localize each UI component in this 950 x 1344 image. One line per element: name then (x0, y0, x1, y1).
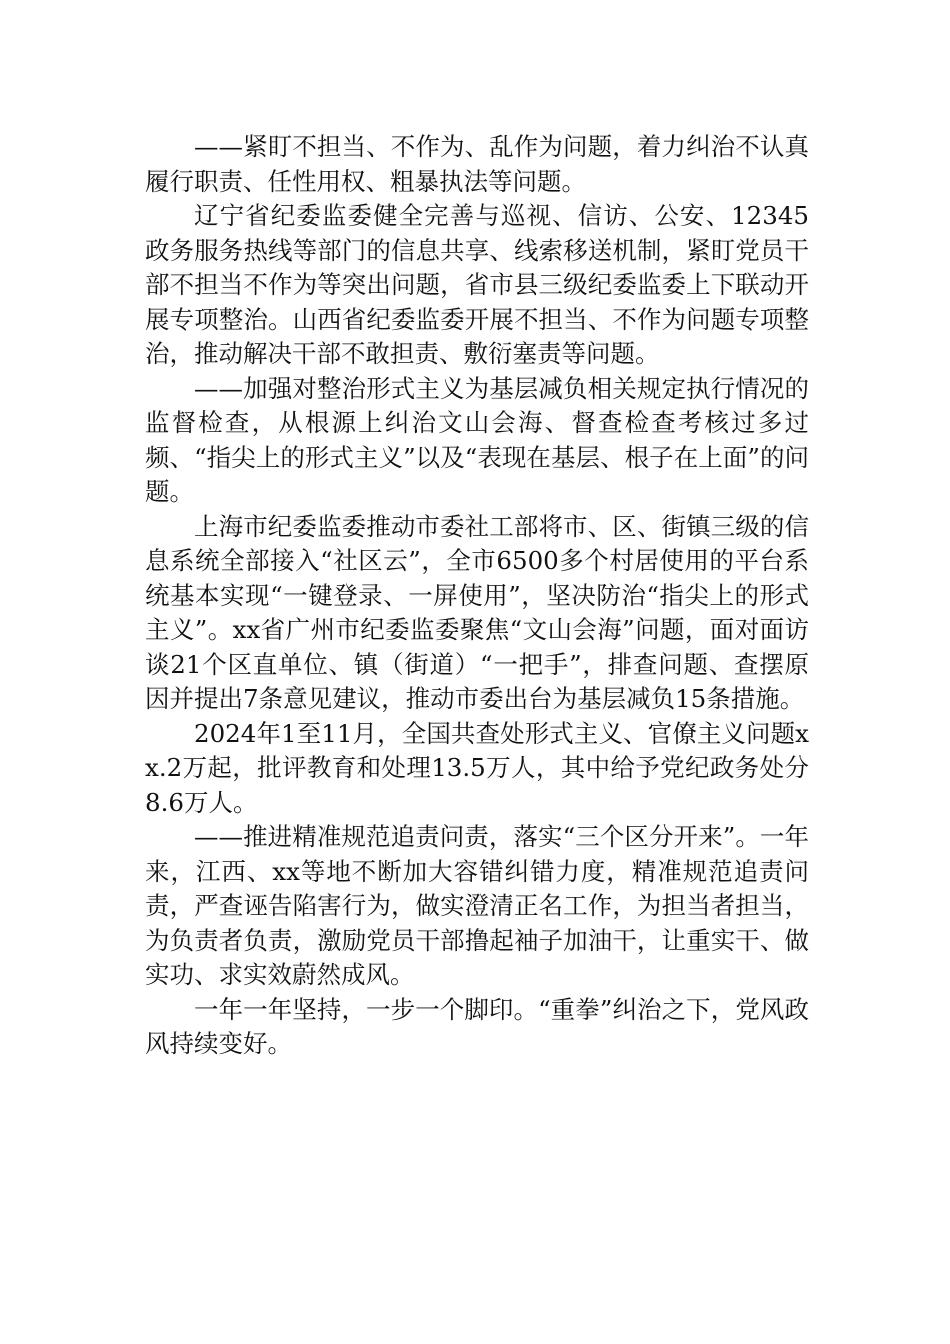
paragraph-3: ——加强对整治形式主义为基层减负相关规定执行情况的监督检查，从根源上纠治文山会海、督查检查考核过多过频、“指尖上的形式主义”以及“表现在基层、根子在上面”的问题。 (145, 373, 809, 506)
paragraph-1: ——紧盯不担当、不作为、乱作为问题，着力纠治不认真履行职责、任性用权、粗暴执法等问题。 (145, 132, 809, 196)
document-body (145, 130, 809, 1062)
paragraph-4: 上海市纪委监委推动市委社工部将市、区、街镇三级的信息系统全部接入“社区云”，全市6500多个村居使用的平台系统基本实现“一键登录、一屏使用”，坚决防治“指尖上的形式主义”。xx省广州市纪委监委聚焦“文山会海”问题，面对面访谈21个区直单位、镇（街道）“一把手”，排查问题、查摆原因并提出7条意见建议，推动市委出台为基层减负15条措施。 (145, 511, 809, 713)
paragraph-2: 辽宁省纪委监委健全完善与巡视、信访、公安、12345政务服务热线等部门的信息共享、线索移送机制，紧盯党员干部不担当不作为等突出问题，省市县三级纪委监委上下联动开展专项整治。山西省纪委监委开展不担当、不作为问题专项整治，推动解决干部不敢担责、敷衍塞责等问题。 (145, 201, 809, 368)
paragraph-7: 一年一年坚持，一步一个脚印。“重拳”纠治之下，党风政风持续变好。 (145, 994, 809, 1058)
paragraph-6: ——推进精准规范追责问责，落实“三个区分开来”。一年来，江西、xx等地不断加大容错纠错力度，精准规范追责问责，严查诬告陷害行为，做实澄清正名工作，为担当者担当，为负责者负责，激励党员干部撸起袖子加油干，让重实干、做实功、求实效蔚然成风。 (145, 822, 809, 989)
paragraph-5: 2024年1至11月，全国共查处形式主义、官僚主义问题xx.2万起，批评教育和处理13.5万人，其中给予党纪政务处分8.6万人。 (145, 718, 809, 817)
